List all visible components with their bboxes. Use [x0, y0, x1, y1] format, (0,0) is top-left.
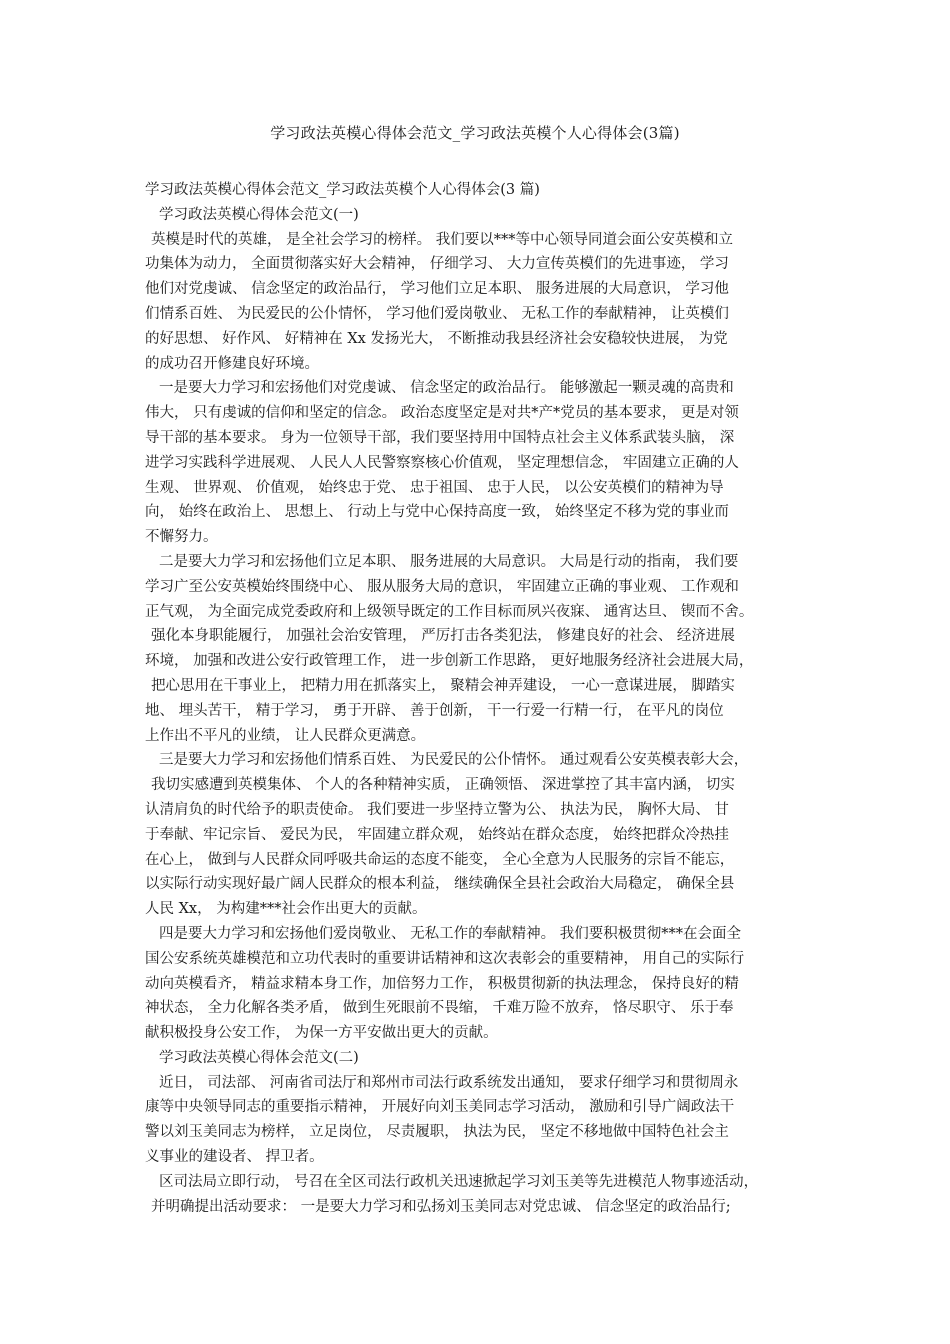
text-line: 一是要大力学习和宏扬他们对党虔诚、 信念坚定的政治品行。 能够激起一颗灵魂的高贵和 — [159, 380, 734, 397]
text-line: 地、 埋头苦干， 精于学习， 勇于开辟、 善于创新， 干一行爱一行精一行， 在平凡的岗位 — [145, 702, 724, 719]
document-body — [145, 178, 825, 1219]
text-line: 把心思用在干事业上， 把精力用在抓落实上， 聚精会神弄建设， 一心一意谋进展， 脚踏实 — [151, 677, 735, 694]
text-line: 认清肩负的时代给予的职责使命。 我们要进一步坚持立警为公、 执法为民， 胸怀大局、 甘 — [145, 801, 729, 818]
text-line: 的好思想、 好作风、 好精神在 Xx 发扬光大， 不断推动我县经济社会安稳较快进展， 为党 — [145, 330, 728, 347]
text-line: 学习政法英模心得体会范文(一) — [159, 206, 359, 223]
text-line: 生观、 世界观、 价值观， 始终忠于党、 忠于祖国、 忠于人民， 以公安英模们的精神为导 — [145, 479, 724, 496]
text-line: 正气观， 为全面完成党委政府和上级领导既定的工作目标而夙兴夜寐、 通宵达旦、 锲而不舍。 — [145, 603, 754, 620]
text-line: 警以刘玉美同志为榜样， 立足岗位， 尽责履职， 执法为民， 坚定不移地做中国特色社会主 — [145, 1124, 729, 1141]
text-line: 向， 始终在政治上、 思想上、 行动上与党中心保持高度一致， 始终坚定不移为党的事业而 — [145, 504, 729, 521]
text-line: 四是要大力学习和宏扬他们爱岗敬业、 无私工作的奉献精神。 我们要积极贯彻***在会面全 — [159, 925, 741, 942]
text-line: 他们对党虔诚、 信念坚定的政治品行， 学习他们立足本职、 服务进展的大局意识， 学习他 — [145, 281, 729, 298]
text-line: 国公安系统英雄模范和立功代表时的重要讲话精神和这次表彰会的重要精神， 用自己的实际行 — [145, 950, 745, 967]
text-line: 学习政法英模心得体会范文_学习政法英模个人心得体会(3 篇) — [145, 182, 540, 198]
text-line: 人民 Xx， 为构建***社会作出更大的贡献。 — [145, 901, 427, 918]
text-line: 在心上， 做到与人民群众同呼吸共命运的态度不能变， 全心全意为人民服务的宗旨不能忘， — [145, 851, 735, 868]
text-line: 不懈努力。 — [145, 529, 218, 546]
text-line: 伟大， 只有虔诚的信仰和坚定的信念。 政治态度坚定是对共*产*党员的基本要求， 更是对领 — [145, 405, 739, 422]
text-line: 我切实感遭到英模集体、 个人的各种精神实质， 正确领悟、 深进掌控了其丰富内涵， 切实 — [151, 777, 735, 794]
text-line: 并明确提出活动要求： 一是要大力学习和弘扬刘玉美同志对党忠诚、 信念坚定的政治品行; — [151, 1198, 731, 1215]
document-title: 学习政法英模心得体会范文_学习政法英模个人心得体会(3篇) — [270, 124, 680, 142]
text-line: 献积极投身公安工作， 为保一方平安做出更大的贡献。 — [145, 1025, 498, 1042]
text-line: 动向英模看齐， 精益求精本身工作，加倍努力工作， 积极贯彻新的执法理念， 保持良好的精 — [145, 975, 739, 992]
text-line: 康等中央领导同志的重要指示精神， 开展好向刘玉美同志学习活动， 激励和引导广阔政法干 — [145, 1099, 735, 1116]
text-line: 神状态， 全力化解各类矛盾， 做到生死眼前不畏缩， 千难万险不放弃， 恪尽职守、 乐于奉 — [145, 1000, 734, 1017]
text-line: 上作出不平凡的业绩， 让人民群众更满意。 — [145, 727, 426, 744]
text-line: 们情系百姓、 为民爱民的公仆情怀， 学习他们爱岗敬业、 无私工作的奉献精神， 让英模们 — [145, 305, 729, 322]
text-line: 强化本身职能履行， 加强社会治安管理， 严厉打击各类犯法， 修建良好的社会、 经济进展 — [151, 628, 735, 645]
text-line: 二是要大力学习和宏扬他们立足本职、 服务进展的大局意识。 大局是行动的指南， 我们要 — [159, 553, 739, 570]
text-line: 的成功召开修建良好环境。 — [145, 355, 319, 372]
text-line: 导干部的基本要求。 身为一位领导干部，我们要坚持用中国特点社会主义体系武装头脑， 深 — [145, 429, 735, 446]
text-line: 于奉献、牢记宗旨、 爱民为民， 牢固建立群众观， 始终站在群众态度， 始终把群众冷热挂 — [145, 826, 729, 843]
text-line: 义事业的建设者、 捍卫者。 — [145, 1149, 324, 1166]
text-line: 三是要大力学习和宏扬他们情系百姓、 为民爱民的公仆情怀。 通过观看公安英模表彰大会， — [159, 752, 749, 769]
text-line: 学习广至公安英模始终围绕中心、 服从服务大局的意识， 牢固建立正确的事业观、 工作观和 — [145, 578, 739, 595]
text-line: 功集体为动力， 全面贯彻落实好大会精神， 仔细学习、 大力宣传英模们的先进事迹， 学习 — [145, 256, 729, 273]
text-line: 近日， 司法部、 河南省司法厅和郑州市司法行政系统发出通知， 要求仔细学习和贯彻周永 — [159, 1074, 739, 1091]
text-line: 环境， 加强和改进公安行政管理工作， 进一步创新工作思路， 更好地服务经济社会进展大局， — [145, 653, 754, 670]
text-line: 区司法局立即行动， 号召在全区司法行政机关迅速掀起学习刘玉美等先进模范人物事迹活动， — [159, 1173, 759, 1190]
text-line: 英模是时代的英雄， 是全社会学习的榜样。 我们要以***等中心领导同道会面公安英模和立 — [151, 231, 733, 248]
text-line: 学习政法英模心得体会范文(二) — [159, 1049, 359, 1066]
text-line: 进学习实践科学进展观、 人民人人民警察察核心价值观， 坚定理想信念， 牢固建立正确的人 — [145, 454, 739, 471]
text-line: 以实际行动实现好最广阔人民群众的根本利益， 继续确保全县社会政治大局稳定， 确保全县 — [145, 876, 735, 893]
